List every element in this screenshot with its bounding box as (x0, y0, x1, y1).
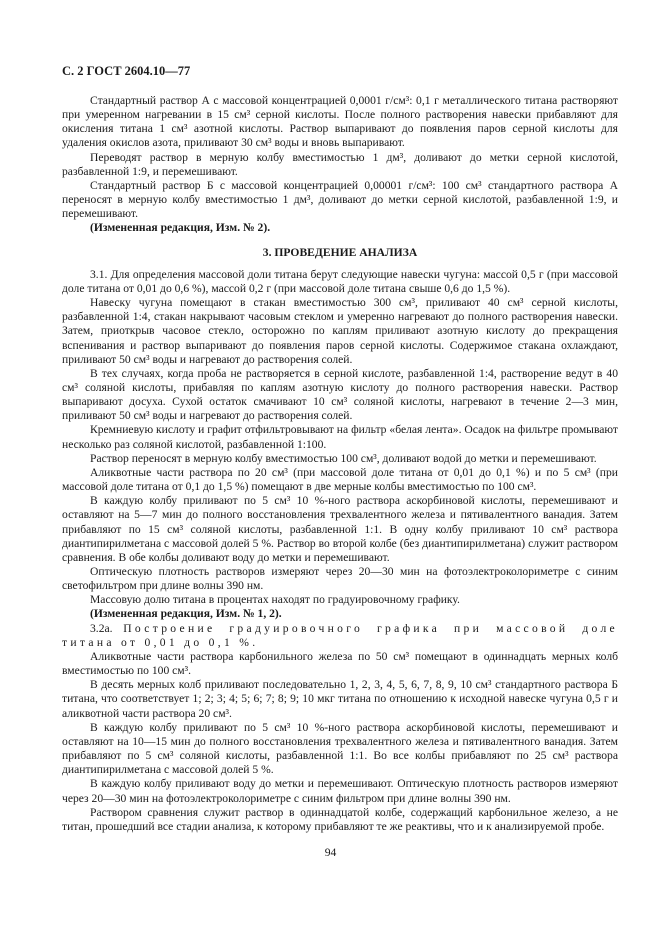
paragraph: Стандартный раствор А с массовой концентрацией 0,0001 г/см³: 0,1 г металлического титана растворяют при умеренном нагревании в 15 см³ серной кислоты. После полного растворения навески прибавляют для окисления титана 1 см³ азотной кислоты. Раствор выпаривают до появления паров серной кислоты для удаления окислов азота, приливают 30 см³ воды и вновь выпаривают. (62, 94, 618, 150)
paragraph: В каждую колбу приливают по 5 см³ 10 %-ного раствора аскорбиновой кислоты, перемешивают и оставляют на 5—7 мин до полного восстановления трехвалентного железа и пятивалентного ванадия. Затем прибавляют по 15 см³ соляной кислоты, разбавленной 1:1. В одну колбу приливают 10 см³ раствора диантипирилметана с массовой долей 5 %. Раствор во второй колбе (без диантипирилметана) служит раствором сравнения. В обе колбы доливают воду до метки и перемешивают. (62, 494, 618, 564)
subsection-title-text: Построение градуировочного графика при массовой доле титана от 0,01 до 0,1 %. (62, 621, 619, 649)
paragraph: Навеску чугуна помещают в стакан вместимостью 300 см³, приливают 40 см³ серной кислоты, разбавленной 1:4, стакан накрывают часовым стеклом и умеренно нагревают до полного растворения навески. Затем, приоткрыв часовое стекло, осторожно по каплям приливают азотную кислоту до прекращения вспенивания и раствор выпаривают до появления паров серной кислоты. Содержимое стакана охлаждают, приливают 50 см³ воды и нагревают до растворения солей. (62, 296, 618, 366)
paragraph: Стандартный раствор Б с массовой концентрацией 0,00001 г/см³: 100 см³ стандартного раствора А переносят в мерную колбу вместимостью 1 дм³, доливают до метки серной кислотой, разбавленной 1:9, и перемешивают. (62, 178, 618, 221)
subsection-number: 3.2а. (90, 621, 124, 635)
section-heading: 3. ПРОВЕДЕНИЕ АНАЛИЗА (262, 245, 418, 259)
paragraph: Массовую долю титана в процентах находят по градуировочному графику. (90, 593, 460, 607)
paragraph: 3.1. Для определения массовой доли титана берут следующие навески чугуна: массой 0,5 г (при массовой доле титана от 0,01 до 0,6 %), массой 0,2 г (при массовой доле титана свыше 0,6 до 1,5 %). (62, 267, 618, 295)
revision-note: (Измененная редакция, Изм. № 2). (90, 221, 271, 235)
paragraph: Раствор переносят в мерную колбу вместимостью 100 см³, доливают водой до метки и перемешивают. (90, 451, 597, 465)
paragraph: Аликвотные части раствора карбонильного железа по 50 см³ помещают в одиннадцать мерных колб вместимостью по 100 см³. (62, 649, 618, 678)
document-body (62, 94, 618, 834)
paragraph: В тех случаях, когда проба не растворяется в серной кислоте, разбавленной 1:4, растворение ведут в 40 см³ соляной кислоты, прибавляя по каплям азотную кислоту до полного растворения навески. Раствор выпаривают досуха. Сухой остаток смачивают 10 см³ соляной кислоты, нагревают в течение 2—3 мин, приливают 50 см³ воды и нагревают до растворения солей. (62, 366, 618, 423)
paragraph: Оптическую плотность растворов измеряют через 20—30 мин на фотоэлектроколориметре с синим светофильтром при длине волны 390 нм. (62, 565, 618, 593)
revision-note: (Измененная редакция, Изм. № 1, 2). (90, 607, 282, 621)
paragraph: Раствором сравнения служит раствор в одиннадцатой колбе, содержащий карбонильное железо, а не титан, прошедший все стадии анализа, к которому прибавляют те же реактивы, что и к анализируемой пробе. (62, 805, 618, 833)
paragraph: Переводят раствор в мерную колбу вместимостью 1 дм³, доливают до метки серной кислотой, разбавленной 1:9, и перемешивают. (62, 150, 618, 178)
subsection-title (62, 622, 618, 650)
paragraph: В каждую колбу приливают по 5 см³ 10 %-ного раствора аскорбиновой кислоты, перемешивают и оставляют на 10—15 мин до полного восстановления трехвалентного железа и пятивалентного ванадия. Затем прибавляют по 5 см³ соляной кислоты, разбавленной 1:1. Во все колбы прибавляют по 25 см³ раствора диантипирилметана с массовой долей 5 %. (62, 720, 618, 777)
paragraph: Кремниевую кислоту и графит отфильтровывают на фильтр «белая лента». Осадок на фильтре промывают несколько раз соляной кислотой, разбавленной 1:100. (62, 423, 618, 451)
page-number: 94 (324, 846, 337, 859)
paragraph: В десять мерных колб приливают последовательно 1, 2, 3, 4, 5, 6, 7, 8, 9, 10 см³ стандартного раствора Б титана, что соответствует 1; 2; 3; 4; 5; 6; 7; 8; 9; 10 мкг титана по отношению к исходной навеске чугуна 0,5 г и аликвотной части раствора 20 см³. (62, 678, 618, 720)
page-header: С. 2 ГОСТ 2604.10—77 (62, 64, 191, 78)
paragraph: В каждую колбу приливают воду до метки и перемешивают. Оптическую плотность растворов измеряют через 20—30 мин на фотоэлектроколориметре с синим фильтром при длине волны 390 нм. (62, 777, 618, 805)
paragraph: Аликвотные части раствора по 20 см³ (при массовой доле титана от 0,01 до 0,1 %) и по 5 см³ (при массовой доле титана от 0,1 до 1,5 %) помещают в две мерные колбы вместимостью по 100 см³. (62, 465, 618, 494)
